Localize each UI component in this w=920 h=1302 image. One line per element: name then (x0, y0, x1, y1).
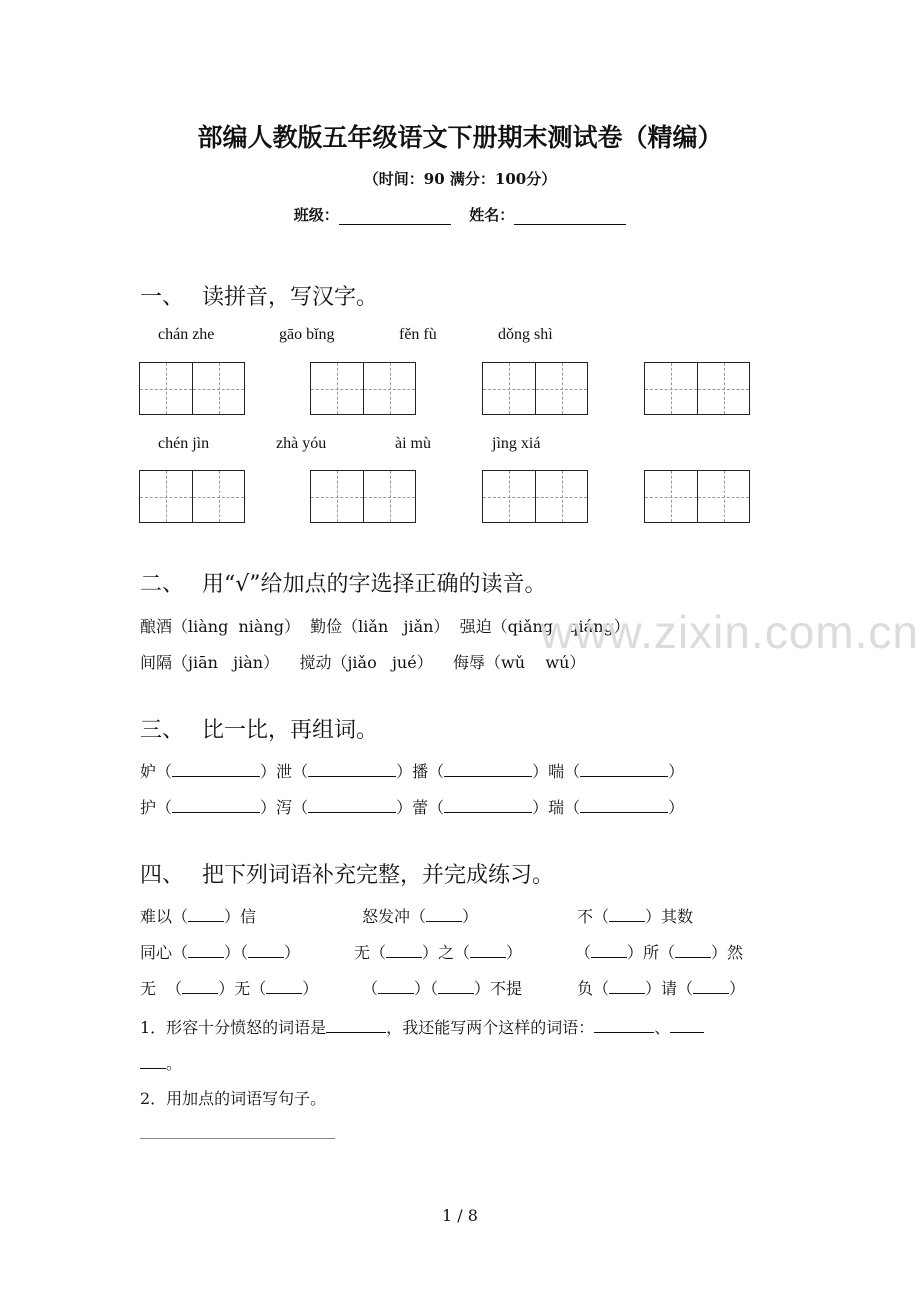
question-1-continued: 。 (140, 1051, 182, 1074)
idiom-item: 难以（ ）信 (140, 907, 257, 926)
paren-close: ） (396, 798, 413, 817)
paren-open: （ (564, 762, 581, 781)
section-title: 把下列词语补充完整，并完成练习。 (202, 863, 555, 888)
pinyin-label: gāo bǐng (279, 326, 335, 343)
char: 蕾 (412, 798, 429, 817)
answer-blank[interactable] (182, 979, 218, 994)
answer-blank[interactable] (308, 798, 396, 813)
name-label: 姓名： (469, 206, 515, 224)
answer-blank[interactable] (188, 943, 224, 958)
class-label: 班级： (293, 206, 339, 224)
idiom-item: 无（ ）之（ ） (354, 943, 523, 962)
paren-close: ） (532, 798, 549, 817)
paren-open: （ (156, 798, 173, 817)
class-blank[interactable] (339, 208, 451, 225)
section-number: 一、 (140, 285, 185, 310)
writing-grid[interactable] (310, 362, 416, 415)
word-compare-row (140, 795, 684, 818)
pinyin-label: ài mù (395, 435, 431, 452)
writing-grid[interactable] (482, 362, 588, 415)
char: 瑞 (548, 798, 565, 817)
idiom-item: （ ）所（ ）然 (575, 943, 744, 962)
answer-blank[interactable] (580, 762, 668, 777)
answer-blank[interactable] (188, 907, 224, 922)
answer-blank[interactable] (675, 943, 711, 958)
question-1: 1．形容十分愤怒的词语是 ，我还能写两个这样的词语： 、 (140, 1015, 704, 1038)
paren-close: ） (396, 762, 413, 781)
watermark: www.zixin.com.cn (540, 606, 919, 658)
paren-open: （ (292, 762, 309, 781)
section-2-heading (140, 567, 547, 598)
answer-blank[interactable] (470, 943, 506, 958)
section-number: 四、 (140, 863, 185, 888)
idiom-item: 不（ ）其数 (577, 907, 694, 926)
writing-grid[interactable] (310, 470, 416, 523)
pinyin-label: chán zhe (158, 326, 215, 343)
paren-open: （ (428, 798, 445, 817)
paren-close: ） (532, 762, 549, 781)
answer-blank[interactable] (693, 979, 729, 994)
pinyin-label: jìng xiá (492, 435, 541, 452)
answer-blank[interactable] (670, 1018, 704, 1033)
name-blank[interactable] (514, 208, 626, 225)
section-number: 二、 (140, 572, 185, 597)
char: 泄 (276, 762, 293, 781)
answer-blank[interactable] (444, 798, 532, 813)
section-title: 用“√”给加点的字选择正确的读音。 (202, 572, 547, 597)
paren-open: （ (564, 798, 581, 817)
char: 播 (412, 762, 429, 781)
answer-blank[interactable] (444, 762, 532, 777)
answer-blank[interactable] (378, 979, 414, 994)
pinyin-label: zhà yóu (276, 435, 327, 452)
paren-open: （ (428, 762, 445, 781)
pinyin-label: fěn fù (399, 326, 437, 343)
char: 泻 (276, 798, 293, 817)
idiom-item: （ ）（ ）不提 (362, 979, 523, 998)
idiom-item: 负（ ）请（ ） (577, 979, 746, 998)
answer-blank[interactable] (248, 943, 284, 958)
pinyin-label: dǒng shì (498, 326, 553, 343)
page-number: 1 / 8 (442, 1206, 478, 1225)
writing-grid[interactable] (644, 362, 750, 415)
char: 喘 (548, 762, 565, 781)
answer-blank[interactable] (172, 762, 260, 777)
answer-blank[interactable] (438, 979, 474, 994)
idiom-item: 无 （ ）无（ ） (140, 979, 319, 998)
section-1-heading (140, 280, 378, 311)
writing-grid[interactable] (139, 470, 245, 523)
pinyin-label: chén jìn (158, 435, 210, 452)
writing-grid[interactable] (139, 362, 245, 415)
section-number: 三、 (140, 718, 185, 743)
answer-blank[interactable] (609, 907, 645, 922)
idiom-item: 同心（ ）（ ） (140, 943, 301, 962)
paren-open: （ (156, 762, 173, 781)
section-title: 比一比，再组词。 (202, 718, 379, 743)
answer-blank[interactable] (308, 762, 396, 777)
answer-blank[interactable] (386, 943, 422, 958)
answer-blank[interactable] (172, 798, 260, 813)
question-2: 2．用加点的词语写句子。 (140, 1089, 327, 1108)
paren-close: ） (260, 762, 277, 781)
answer-blank[interactable] (140, 1054, 166, 1069)
writing-grid[interactable] (482, 470, 588, 523)
char: 妒 (140, 762, 157, 781)
document-title: 部编人教版五年级语文下册期末测试卷（精编） (197, 123, 723, 152)
idiom-item: 怒发冲（ ） (362, 907, 479, 926)
paren-open: （ (292, 798, 309, 817)
answer-blank[interactable] (426, 907, 462, 922)
answer-blank[interactable] (594, 1018, 654, 1033)
paren-close: ） (668, 798, 685, 817)
char: 护 (140, 798, 157, 817)
writing-grid[interactable] (644, 470, 750, 523)
answer-blank[interactable] (326, 1018, 386, 1033)
word-compare-row (140, 759, 684, 782)
section-4-heading (140, 858, 554, 889)
reading-choice-line: 间隔（jiān jiàn） 搅动（jiǎo jué） 侮辱（wǔ wú） (140, 653, 586, 672)
answer-blank[interactable] (591, 943, 627, 958)
answer-blank[interactable] (266, 979, 302, 994)
answer-blank[interactable] (580, 798, 668, 813)
section-title: 读拼音，写汉字。 (202, 285, 379, 310)
paren-close: ） (668, 762, 685, 781)
section-3-heading (140, 713, 378, 744)
answer-line[interactable] (140, 1138, 335, 1139)
exam-time-score: （时间：90 满分：100分） (363, 170, 557, 188)
answer-blank[interactable] (609, 979, 645, 994)
paren-close: ） (260, 798, 277, 817)
class-name-line (0, 204, 920, 225)
reading-choice-line: 酿酒（liàng niàng） 勤俭（liǎn jiǎn） 强迫（qiǎng qiáng） (140, 617, 630, 636)
